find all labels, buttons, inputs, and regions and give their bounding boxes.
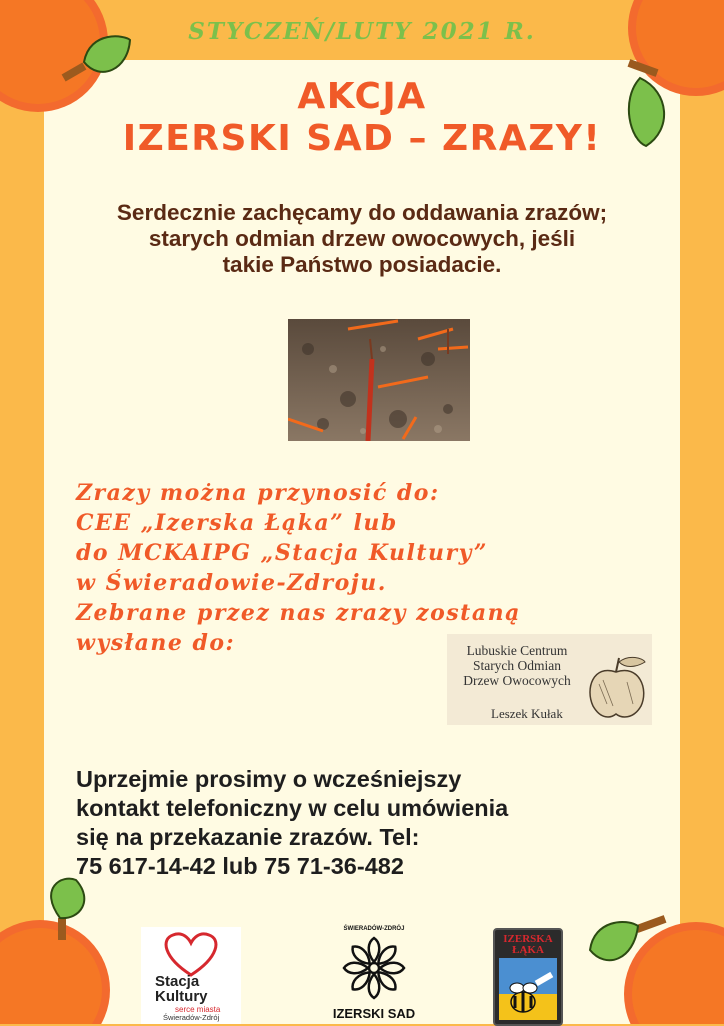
apple-icon-bottom-left xyxy=(0,870,140,1024)
drop-off-line-3: do MCKAIPG „Stacja Kultury” xyxy=(76,540,488,566)
stacja-line-2: Kultury xyxy=(155,988,208,1005)
stacja-line-3: serce miasta xyxy=(175,1005,221,1014)
intro-line-1: Serdecznie zachęcamy do oddawania zrazów; xyxy=(116,200,608,225)
contact-phone-numbers: 75 617-14-42 lub 75 71-36-482 xyxy=(76,853,404,879)
apple-sketch-icon xyxy=(583,654,649,722)
contact-line-1: Uprzejmie prosimy o wcześniejszy xyxy=(76,766,462,792)
contact-paragraph xyxy=(76,765,676,881)
intro-paragraph xyxy=(60,200,664,278)
drop-off-line-2: CEE „Izerska Łąka” lub xyxy=(76,510,398,536)
contact-line-3: się na przekazanie zrazów. Tel: xyxy=(76,824,420,850)
partner-line-3: Drzew Owocowych xyxy=(463,673,571,688)
page-title xyxy=(0,76,724,160)
stacja-line-4: Świeradów-Zdrój xyxy=(163,1013,220,1022)
title-line-2: IZERSKI SAD – ZRAZY! xyxy=(122,118,602,159)
intro-line-3: takie Państwo posiadacie. xyxy=(222,252,502,277)
partner-line-2: Starych Odmian xyxy=(472,658,562,673)
izerska-laka-title: IZERSKA ŁĄKA xyxy=(503,933,553,956)
partner-name xyxy=(447,643,587,688)
intro-line-2: starych odmian drzew owocowych, jeśli xyxy=(148,226,576,251)
partner-line-1: Lubuskie Centrum xyxy=(466,643,568,658)
contact-line-2: kontakt telefoniczny w celu umówienia xyxy=(76,795,509,821)
izerska-laka-logo xyxy=(493,928,563,1026)
izerski-sad-bottom-text: IZERSKI SAD xyxy=(332,1006,416,1021)
partner-person: Leszek Kułak xyxy=(491,706,563,721)
stacja-line-1: Stacja xyxy=(155,973,200,990)
drop-off-line-5: Zebrane przez nas zrazy zostaną xyxy=(76,600,521,626)
heart-icon xyxy=(159,931,223,977)
telescope-icon xyxy=(533,968,557,992)
seedlings-photo xyxy=(288,319,470,441)
partner-logo xyxy=(447,634,652,725)
stacja-kultury-logo xyxy=(141,927,241,1024)
izerski-sad-logo xyxy=(326,926,422,1024)
drop-off-line-1: Zrazy można przynosić do: xyxy=(76,480,440,506)
drop-off-info xyxy=(76,478,521,658)
apple-icon-bottom-right xyxy=(580,890,724,1024)
title-line-1: AKCJA xyxy=(297,76,427,117)
drop-off-line-4: w Świeradowie-Zdroju. xyxy=(76,570,387,596)
drop-off-line-6: wysłane do: xyxy=(76,630,236,656)
izerski-sad-top-text: ŚWIERADÓW-ZDRÓJ xyxy=(343,926,405,932)
header-date: STYCZEŃ/LUTY 2021 R. xyxy=(188,18,536,45)
flower-icon xyxy=(342,936,406,1000)
